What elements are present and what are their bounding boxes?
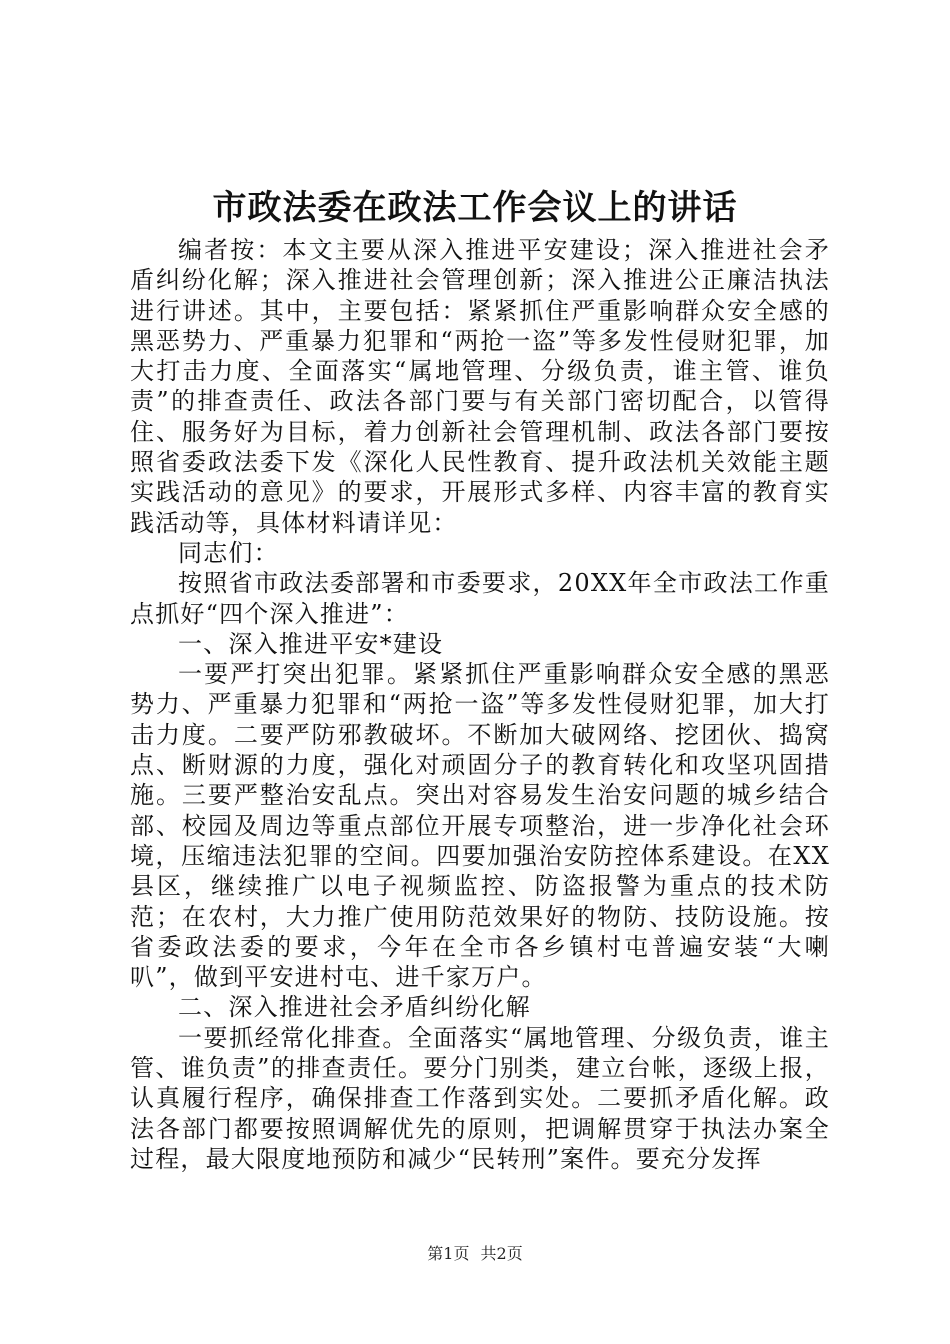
document-title: 市政法委在政法工作会议上的讲话	[212, 188, 738, 228]
page-number: 第1页	[427, 1244, 470, 1263]
section-2-paragraph: 一要抓经常化排查。全面落实“属地管理、分级负责，谁主管、谁负责”的排查责任。要分门别类，建立台帐，逐级上报，认真履行程序，确保排查工作落到实处。二要抓矛盾化解。政法各部门都要按照调解优先的原则，把调解贯穿于执法办案全过程，最大限度地预防和减少“民转刑”案件。要充分发挥	[130, 1023, 830, 1173]
section-heading-1: 一、深入推进平安*建设	[178, 629, 444, 658]
section-1-paragraph: 一要严打突出犯罪。紧紧抓住严重影响群众安全感的黑恶势力、严重暴力犯罪和“两抢一盗”等多发性侵财犯罪，加大打击力度。二要严防邪教破坏。不断加大破网络、挖团伙、捣窝点、断财源的力度，强化对顽固分子的教育转化和攻坚巩固措施。三要严整治安乱点。突出对容易发生治安问题的城乡结合部、校园及周边等重点部位开展专项整治，进一步净化社会环境，压缩违法犯罪的空间。四要加强治安防控体系建设。在XX县区，继续推广以电子视频监控、防盗报警为重点的技术防范；在农村，大力推广使用防范效果好的物防、技防设施。按省委政法委的要求，今年在全市各乡镇村屯普遍安装“大喇叭”，做到平安进村屯、进千家万户。	[130, 660, 830, 992]
page-total: 共2页	[480, 1244, 523, 1263]
document-body	[130, 235, 830, 1174]
editor-note-paragraph: 编者按：本文主要从深入推进平安建设；深入推进社会矛盾纠纷化解；深入推进社会管理创新；深入推进公正廉洁执法进行讲述。其中，主要包括：紧紧抓住严重影响群众安全感的黑恶势力、严重暴力犯罪和“两抢一盗”等多发性侵财犯罪，加大打击力度、全面落实“属地管理、分级负责，谁主管、谁负责”的排查责任、政法各部门要与有关部门密切配合，以管得住、服务好为目标，着力创新社会管理机制、政法各部门要按照省委政法委下发《深化人民性教育、提升政法机关效能主题实践活动的意见》的要求，开展形式多样、内容丰富的教育实践活动等，具体材料请详见：	[130, 236, 830, 537]
intro-paragraph: 按照省市政法委部署和市委要求，20XX年全市政法工作重点抓好“四个深入推进”：	[130, 569, 830, 628]
page-footer	[0, 1242, 950, 1266]
salutation-paragraph: 同志们：	[178, 538, 279, 567]
section-heading-2: 二、深入推进社会矛盾纠纷化解	[178, 993, 531, 1022]
